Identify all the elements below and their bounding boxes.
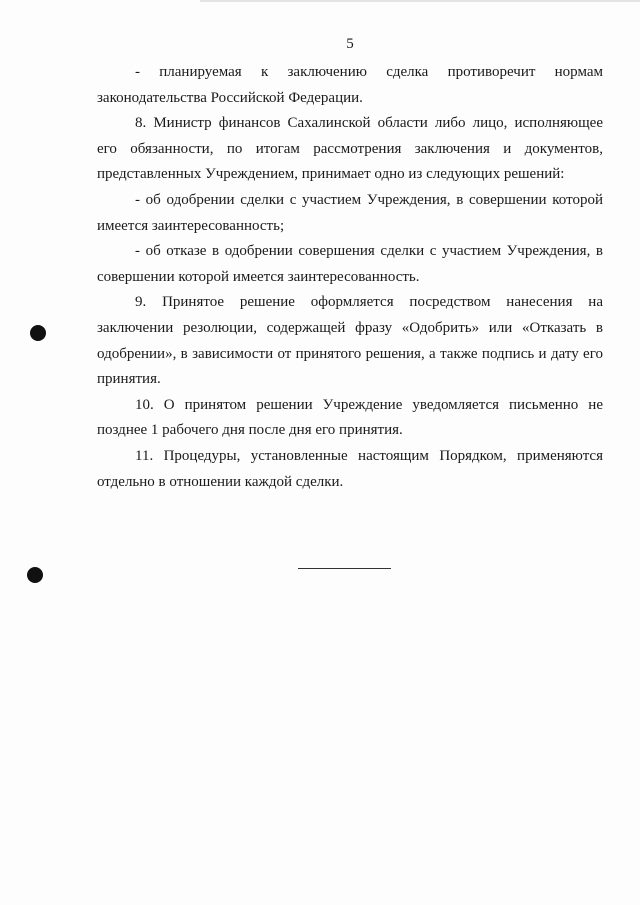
paragraph-item-11: 11. Процедуры, установленные настоящим Порядком, применяются отдельно в отношении каждой сделки. xyxy=(97,447,603,490)
paragraph-item-9: 9. Принятое решение оформляется посредством нанесения на заключении резолюции, содержащей фразу «Одобрить» или «Отказать в одобрении», в зависимости от принятого решения, а также подпись и дату его принятия. xyxy=(97,294,603,388)
paragraph-item-8: 8. Министр финансов Сахалинской области либо лицо, исполняющее его обязанности, по итогам рассмотрения заключения и документов, представленных Учреждением, принимает одно из следующих решений: xyxy=(97,115,603,183)
end-separator-line xyxy=(298,568,391,569)
punch-hole-mark xyxy=(30,325,46,341)
paragraph-item-10: 10. О принятом решении Учреждение уведомляется письменно не позднее 1 рабочего дня после дня его принятия. xyxy=(97,396,603,439)
scan-edge-line xyxy=(200,0,640,2)
document-body xyxy=(97,60,603,495)
page-number: 5 xyxy=(346,36,354,52)
paragraph-refusal-option: - об отказе в одобрении совершения сделки с участием Учреждения, в совершении которой имеется заинтересованность. xyxy=(97,243,603,285)
paragraph-clause-violation: - планируемая к заключению сделка противоречит нормам законодательства Российской Федерации. xyxy=(97,64,603,106)
punch-hole-mark xyxy=(27,567,43,583)
paragraph-approval-option: - об одобрении сделки с участием Учреждения, в совершении которой имеется заинтересованность; xyxy=(97,191,603,234)
